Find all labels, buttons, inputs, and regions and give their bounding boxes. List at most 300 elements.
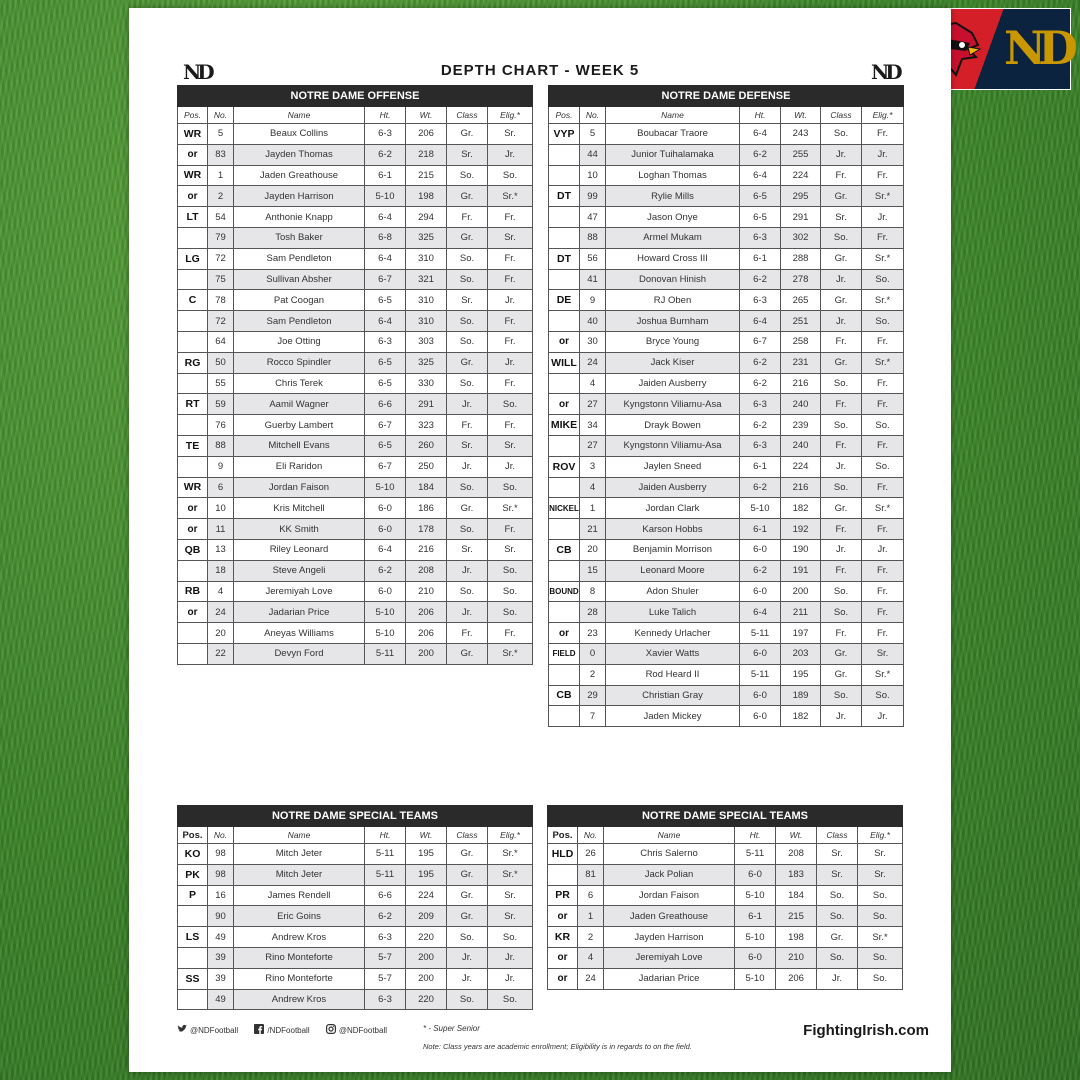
class-cell: Gr. [447, 906, 488, 927]
position-cell [178, 331, 208, 352]
eligibility-cell: Fr. [488, 415, 533, 436]
table-row [549, 248, 904, 269]
position-cell: DE [549, 290, 580, 311]
height-cell: 6-0 [735, 947, 776, 968]
table-row [178, 885, 533, 906]
number-cell: 55 [208, 373, 234, 394]
position-cell: or [178, 519, 208, 540]
name-cell: Mitch Jeter [234, 864, 365, 885]
column-header: Name [606, 107, 740, 124]
height-cell: 6-6 [365, 394, 406, 415]
weight-cell: 192 [781, 519, 821, 540]
table-row [549, 207, 904, 228]
class-cell: Fr. [821, 560, 862, 581]
position-cell [549, 227, 580, 248]
weight-cell: 255 [781, 144, 821, 165]
column-header: Wt. [776, 827, 817, 844]
weight-cell: 189 [781, 685, 821, 706]
eligibility-cell: Sr. [488, 227, 533, 248]
height-cell: 6-1 [740, 248, 781, 269]
number-cell: 29 [580, 685, 606, 706]
number-cell: 8 [580, 581, 606, 602]
table-row [178, 498, 533, 519]
weight-cell: 310 [406, 290, 447, 311]
position-cell [549, 519, 580, 540]
name-cell: Jaden Greathouse [234, 165, 365, 186]
position-cell [178, 989, 208, 1010]
table-row [548, 947, 903, 968]
table-row [549, 290, 904, 311]
table-row [549, 623, 904, 644]
eligibility-cell: Sr. [488, 539, 533, 560]
class-cell: Gr. [821, 248, 862, 269]
number-cell: 40 [580, 311, 606, 332]
height-cell: 6-3 [740, 435, 781, 456]
eligibility-cell: Sr.* [488, 498, 533, 519]
column-header: Elig.* [488, 107, 533, 124]
weight-cell: 195 [406, 844, 447, 865]
number-cell: 98 [208, 844, 234, 865]
eligibility-cell: So. [488, 477, 533, 498]
eligibility-cell: Sr. [488, 906, 533, 927]
class-cell: Jr. [821, 311, 862, 332]
name-cell: Mitch Jeter [234, 844, 365, 865]
weight-cell: 210 [776, 947, 817, 968]
table-row [178, 144, 533, 165]
eligibility-cell: Fr. [488, 331, 533, 352]
weight-cell: 260 [406, 435, 447, 456]
table-row [178, 165, 533, 186]
weight-cell: 184 [406, 477, 447, 498]
eligibility-cell: Fr. [862, 581, 904, 602]
class-cell: So. [447, 519, 488, 540]
eligibility-cell: Sr. [858, 864, 903, 885]
weight-cell: 183 [776, 864, 817, 885]
eligibility-cell: So. [858, 885, 903, 906]
class-cell: Gr. [821, 643, 862, 664]
number-cell: 15 [580, 560, 606, 581]
height-cell: 6-0 [740, 706, 781, 727]
name-cell: Howard Cross III [606, 248, 740, 269]
number-cell: 9 [208, 456, 234, 477]
number-cell: 21 [580, 519, 606, 540]
class-cell: So. [821, 373, 862, 394]
class-cell: Gr. [447, 885, 488, 906]
name-cell: Chris Terek [234, 373, 365, 394]
table-row [548, 885, 903, 906]
class-cell: Fr. [821, 519, 862, 540]
class-cell: So. [447, 927, 488, 948]
class-cell: So. [447, 269, 488, 290]
name-cell: Guerby Lambert [234, 415, 365, 436]
eligibility-cell: Fr. [488, 248, 533, 269]
column-header: Class [447, 827, 488, 844]
class-cell: Gr. [821, 498, 862, 519]
table-row [548, 864, 903, 885]
height-cell: 5-11 [365, 643, 406, 664]
number-cell: 2 [578, 927, 604, 948]
eligibility-cell: Fr. [862, 331, 904, 352]
eligibility-cell: So. [488, 989, 533, 1010]
position-cell [549, 207, 580, 228]
site-link[interactable]: FightingIrish.com [803, 1022, 929, 1039]
name-cell: Eric Goins [234, 906, 365, 927]
height-cell: 5-10 [735, 885, 776, 906]
column-header: Pos. [178, 827, 208, 844]
class-cell: So. [447, 165, 488, 186]
column-header: Elig.* [862, 107, 904, 124]
offense-table [177, 85, 533, 665]
weight-cell: 206 [776, 968, 817, 989]
name-cell: Kyngstonn Viliamu-Asa [606, 394, 740, 415]
column-header: Elig.* [488, 827, 533, 844]
table-row [178, 227, 533, 248]
eligibility-cell: Fr. [488, 519, 533, 540]
number-cell: 39 [208, 968, 234, 989]
position-cell: LT [178, 207, 208, 228]
position-cell: FIELD [549, 643, 580, 664]
height-cell: 5-10 [365, 623, 406, 644]
class-cell: Gr. [447, 124, 488, 145]
class-cell: Sr. [821, 207, 862, 228]
weight-cell: 220 [406, 989, 447, 1010]
table-row [178, 844, 533, 865]
number-cell: 75 [208, 269, 234, 290]
height-cell: 5-11 [735, 844, 776, 865]
height-cell: 6-2 [365, 906, 406, 927]
position-cell: P [178, 885, 208, 906]
height-cell: 6-3 [365, 124, 406, 145]
weight-cell: 197 [781, 623, 821, 644]
position-cell: HLD [548, 844, 578, 865]
table-row [178, 394, 533, 415]
column-header: Name [234, 827, 365, 844]
number-cell: 1 [578, 906, 604, 927]
column-header: Ht. [740, 107, 781, 124]
position-cell: SS [178, 968, 208, 989]
twitter-icon [177, 1024, 187, 1034]
number-cell: 10 [208, 498, 234, 519]
column-header: Wt. [406, 107, 447, 124]
class-cell: So. [821, 415, 862, 436]
table-header-row [178, 107, 533, 124]
weight-cell: 231 [781, 352, 821, 373]
height-cell: 6-8 [365, 227, 406, 248]
weight-cell: 224 [406, 885, 447, 906]
table-row [549, 373, 904, 394]
class-cell: So. [821, 581, 862, 602]
position-cell: WR [178, 165, 208, 186]
class-cell: Fr. [447, 415, 488, 436]
number-cell: 10 [580, 165, 606, 186]
instagram-link[interactable] [326, 1026, 387, 1035]
weight-cell: 302 [781, 227, 821, 248]
height-cell: 6-0 [740, 539, 781, 560]
position-cell: QB [178, 539, 208, 560]
number-cell: 4 [580, 477, 606, 498]
eligibility-cell: Fr. [862, 394, 904, 415]
number-cell: 20 [208, 623, 234, 644]
weight-cell: 310 [406, 248, 447, 269]
eligibility-cell: Fr. [488, 269, 533, 290]
weight-cell: 265 [781, 290, 821, 311]
height-cell: 6-7 [365, 415, 406, 436]
facebook-icon [254, 1024, 264, 1034]
height-cell: 6-3 [365, 331, 406, 352]
table-row [549, 124, 904, 145]
class-cell: Sr. [447, 435, 488, 456]
position-cell: NICKEL [549, 498, 580, 519]
column-header: Pos. [549, 107, 580, 124]
facebook-link[interactable] [254, 1026, 311, 1035]
class-cell: Gr. [447, 352, 488, 373]
position-cell [178, 643, 208, 664]
weight-cell: 218 [406, 144, 447, 165]
eligibility-cell: Sr.* [488, 844, 533, 865]
class-cell: Fr. [447, 207, 488, 228]
number-cell: 76 [208, 415, 234, 436]
position-cell [178, 373, 208, 394]
position-cell: BOUND [549, 581, 580, 602]
eligibility-cell: Sr. [858, 844, 903, 865]
table-title: NOTRE DAME SPECIAL TEAMS [178, 806, 533, 827]
height-cell: 6-3 [365, 927, 406, 948]
class-cell: Gr. [447, 186, 488, 207]
class-cell: Gr. [447, 864, 488, 885]
name-cell: Jack Kiser [606, 352, 740, 373]
eligibility-cell: Jr. [488, 456, 533, 477]
position-cell [178, 311, 208, 332]
class-cell: Fr. [821, 623, 862, 644]
name-cell: Jaden Mickey [606, 706, 740, 727]
table-row [178, 331, 533, 352]
name-cell: KK Smith [234, 519, 365, 540]
weight-cell: 206 [406, 602, 447, 623]
height-cell: 6-2 [740, 560, 781, 581]
position-cell [549, 560, 580, 581]
position-cell: or [178, 186, 208, 207]
name-cell: Eli Raridon [234, 456, 365, 477]
position-cell [549, 269, 580, 290]
name-cell: Andrew Kros [234, 989, 365, 1010]
class-cell: Gr. [821, 352, 862, 373]
table-row [549, 144, 904, 165]
name-cell: Devyn Ford [234, 643, 365, 664]
number-cell: 6 [208, 477, 234, 498]
height-cell: 6-7 [365, 456, 406, 477]
eligibility-cell: Jr. [488, 144, 533, 165]
position-cell: KR [548, 927, 578, 948]
position-cell [178, 415, 208, 436]
position-cell: or [178, 144, 208, 165]
column-header: Ht. [735, 827, 776, 844]
weight-cell: 323 [406, 415, 447, 436]
number-cell: 27 [580, 394, 606, 415]
class-cell: Sr. [447, 290, 488, 311]
weight-cell: 182 [781, 706, 821, 727]
weight-cell: 216 [781, 373, 821, 394]
class-cell: Jr. [817, 968, 858, 989]
name-cell: Joshua Burnham [606, 311, 740, 332]
eligibility-cell: So. [488, 602, 533, 623]
class-cell: Jr. [447, 602, 488, 623]
class-cell: Gr. [447, 227, 488, 248]
class-cell: Sr. [447, 144, 488, 165]
twitter-handle: @NDFootball [190, 1026, 239, 1035]
number-cell: 59 [208, 394, 234, 415]
height-cell: 6-2 [740, 144, 781, 165]
column-header: Ht. [365, 827, 406, 844]
name-cell: Armel Mukam [606, 227, 740, 248]
number-cell: 20 [580, 539, 606, 560]
eligibility-cell: Sr.* [862, 498, 904, 519]
table-row [549, 560, 904, 581]
table-row [548, 968, 903, 989]
column-header: No. [208, 827, 234, 844]
height-cell: 6-0 [735, 864, 776, 885]
table-row [178, 581, 533, 602]
height-cell: 6-5 [365, 435, 406, 456]
position-cell: RG [178, 352, 208, 373]
number-cell: 6 [578, 885, 604, 906]
name-cell: Jack Polian [604, 864, 735, 885]
name-cell: Kennedy Urlacher [606, 623, 740, 644]
height-cell: 5-11 [740, 623, 781, 644]
special-teams-left-table [177, 805, 533, 1010]
table-row [549, 643, 904, 664]
table-row [549, 498, 904, 519]
class-cell: Sr. [817, 864, 858, 885]
position-cell: TE [178, 435, 208, 456]
facebook-handle: /NDFootball [267, 1026, 310, 1035]
class-cell: So. [447, 311, 488, 332]
eligibility-cell: So. [862, 269, 904, 290]
class-cell: Fr. [821, 165, 862, 186]
position-cell: or [549, 331, 580, 352]
height-cell: 5-7 [365, 947, 406, 968]
weight-cell: 325 [406, 352, 447, 373]
weight-cell: 321 [406, 269, 447, 290]
position-cell: or [549, 623, 580, 644]
position-cell [549, 664, 580, 685]
number-cell: 81 [578, 864, 604, 885]
number-cell: 49 [208, 989, 234, 1010]
height-cell: 6-5 [365, 352, 406, 373]
class-cell: Jr. [447, 456, 488, 477]
position-cell: KO [178, 844, 208, 865]
name-cell: Jeremiyah Love [234, 581, 365, 602]
class-cell: Jr. [447, 394, 488, 415]
weight-cell: 224 [781, 456, 821, 477]
eligibility-cell: Sr. [488, 435, 533, 456]
number-cell: 83 [208, 144, 234, 165]
nd-logo-icon: ND [1004, 21, 1070, 75]
name-cell: Karson Hobbs [606, 519, 740, 540]
name-cell: Beaux Collins [234, 124, 365, 145]
number-cell: 99 [580, 186, 606, 207]
class-cell: Sr. [447, 539, 488, 560]
weight-cell: 182 [781, 498, 821, 519]
height-cell: 6-4 [365, 539, 406, 560]
height-cell: 6-0 [740, 643, 781, 664]
height-cell: 6-3 [365, 989, 406, 1010]
position-cell [178, 623, 208, 644]
table-title-row [178, 806, 533, 827]
depth-chart-document [129, 8, 951, 1072]
eligibility-cell: Fr. [862, 124, 904, 145]
column-header: Elig.* [858, 827, 903, 844]
table-row [178, 643, 533, 664]
weight-cell: 206 [406, 124, 447, 145]
class-cell: So. [821, 685, 862, 706]
number-cell: 22 [208, 643, 234, 664]
twitter-link[interactable] [177, 1026, 240, 1035]
class-cell: Gr. [821, 290, 862, 311]
number-cell: 1 [580, 498, 606, 519]
table-row [178, 435, 533, 456]
table-header-row [548, 827, 903, 844]
position-cell: or [548, 906, 578, 927]
number-cell: 90 [208, 906, 234, 927]
name-cell: Jayden Harrison [604, 927, 735, 948]
eligibility-cell: Fr. [488, 311, 533, 332]
height-cell: 6-5 [365, 290, 406, 311]
name-cell: Jayden Thomas [234, 144, 365, 165]
height-cell: 6-1 [740, 519, 781, 540]
eligibility-cell: So. [862, 311, 904, 332]
table-title: NOTRE DAME OFFENSE [178, 86, 533, 107]
height-cell: 6-3 [740, 227, 781, 248]
table-row [178, 539, 533, 560]
number-cell: 24 [580, 352, 606, 373]
weight-cell: 195 [781, 664, 821, 685]
table-row [178, 519, 533, 540]
height-cell: 6-2 [740, 415, 781, 436]
number-cell: 13 [208, 539, 234, 560]
eligibility-cell: So. [858, 906, 903, 927]
weight-cell: 200 [781, 581, 821, 602]
table-row [549, 331, 904, 352]
height-cell: 6-0 [365, 519, 406, 540]
height-cell: 6-4 [365, 248, 406, 269]
weight-cell: 210 [406, 581, 447, 602]
table-row [178, 352, 533, 373]
name-cell: Rino Monteforte [234, 947, 365, 968]
eligibility-cell: So. [488, 560, 533, 581]
eligibility-cell: Fr. [862, 519, 904, 540]
position-cell [549, 477, 580, 498]
table-row [549, 519, 904, 540]
number-cell: 28 [580, 602, 606, 623]
height-cell: 6-4 [740, 124, 781, 145]
name-cell: Boubacar Traore [606, 124, 740, 145]
class-note: Note: Class years are academic enrollment; Eligibility is in regards to on the field. [423, 1042, 692, 1051]
table-row [549, 456, 904, 477]
eligibility-cell: Sr.* [862, 352, 904, 373]
eligibility-cell: So. [488, 581, 533, 602]
position-cell: or [548, 968, 578, 989]
column-header: No. [208, 107, 234, 124]
number-cell: 11 [208, 519, 234, 540]
number-cell: 5 [208, 124, 234, 145]
table-row [549, 269, 904, 290]
position-cell [549, 144, 580, 165]
number-cell: 7 [580, 706, 606, 727]
height-cell: 6-4 [740, 165, 781, 186]
weight-cell: 291 [406, 394, 447, 415]
table-row [549, 165, 904, 186]
number-cell: 72 [208, 311, 234, 332]
